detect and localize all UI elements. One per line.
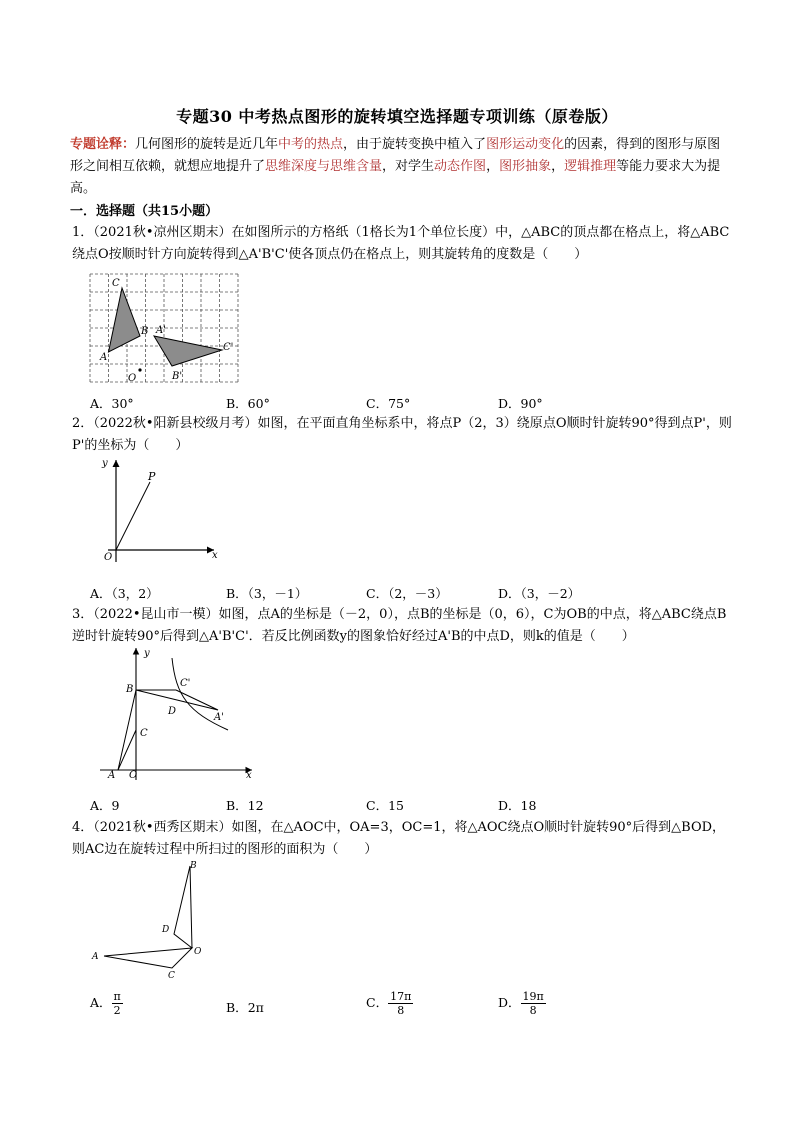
label-a-prime: A' bbox=[214, 712, 224, 723]
question-1-figure bbox=[88, 272, 248, 388]
label-c-prime: C' bbox=[180, 678, 191, 689]
label-c: C bbox=[168, 971, 175, 981]
intro-label: 专题诠释： bbox=[70, 137, 136, 152]
option-b[interactable]: B．12 bbox=[226, 798, 264, 813]
intro-text: ， bbox=[551, 159, 565, 174]
section-heading: 一．选择题（共15小题） bbox=[70, 204, 219, 219]
label-o: O bbox=[104, 552, 113, 563]
fraction bbox=[112, 990, 123, 1017]
label-x: x bbox=[246, 770, 252, 781]
label-c-prime: C' bbox=[223, 342, 234, 353]
intro-text: 等能力要求大为提高。 bbox=[70, 159, 721, 196]
label-a-prime: A' bbox=[156, 325, 166, 336]
option-a[interactable]: A．30° bbox=[90, 396, 134, 411]
option-d[interactable]: D．90° bbox=[498, 396, 543, 411]
question-1-text: 1．（2021秋•凉州区期末）在如图所示的方格纸（1格长为1个单位长度）中，△ABC的顶点都在格点上，将△ABC绕点O按顺时针方向旋转得到△A'B'C'使各顶点仍在格点上，则其旋转角的度数是（ ） bbox=[72, 225, 730, 262]
option-letter: A． bbox=[90, 995, 112, 1010]
option-a[interactable]: A．9 bbox=[90, 798, 120, 813]
triangle-aoc bbox=[104, 948, 192, 968]
triangle-abc bbox=[118, 690, 136, 770]
label-b: B bbox=[126, 684, 134, 695]
option-value: 2π bbox=[247, 1000, 264, 1015]
intro-highlight: 图形运动变化 bbox=[486, 137, 565, 152]
label-b: B bbox=[141, 326, 149, 337]
question-4-text: 4．（2021秋•西秀区期末）如图，在△AOC中，OA=3，OC=1，将△AOC绕点O顺时针旋转90°后得到△BOD，则AC边在旋转过程中所扫过的图形的面积为（ ） bbox=[72, 820, 726, 857]
option-letter: C． bbox=[366, 995, 389, 1010]
option-b[interactable]: B．（3，－1） bbox=[226, 586, 308, 601]
fraction bbox=[388, 990, 413, 1017]
question-3-text: 3．（2022•昆山市一模）如图，点A的坐标是（－2，0），点B的坐标是（0，6），C为OB的中点，将△ABC绕点B逆时针旋转90°后得到△A'B'C'．若反比例函数y的图象恰好经过A'B的中点D，则k的值是（ ） bbox=[72, 607, 727, 644]
question-3-options bbox=[90, 796, 730, 816]
label-o: O bbox=[129, 770, 138, 781]
option-letter: B． bbox=[226, 1000, 248, 1015]
option-d[interactable] bbox=[498, 990, 546, 1017]
option-c[interactable] bbox=[366, 990, 413, 1017]
label-d: D bbox=[162, 925, 170, 935]
question-1-options bbox=[90, 394, 730, 414]
label-p: P bbox=[148, 470, 156, 483]
fraction-denominator: 8 bbox=[397, 1004, 405, 1017]
label-a: A bbox=[100, 352, 108, 363]
fraction-denominator: 2 bbox=[113, 1004, 121, 1017]
point-o bbox=[138, 368, 141, 371]
option-c[interactable]: C．15 bbox=[366, 798, 404, 813]
question-2-options bbox=[90, 584, 730, 604]
option-a[interactable] bbox=[90, 990, 123, 1017]
triangle-abc bbox=[109, 288, 141, 352]
intro-text: ，由于旋转变换中植入了 bbox=[343, 137, 487, 152]
question-3-figure bbox=[96, 644, 266, 784]
fraction-numerator: 19π bbox=[522, 990, 544, 1003]
intro-text: ， bbox=[486, 159, 500, 174]
option-letter: D． bbox=[498, 995, 521, 1010]
label-b-prime: B' bbox=[172, 371, 183, 382]
fraction-denominator: 8 bbox=[529, 1004, 537, 1017]
intro-highlight: 思维深度与思维含量 bbox=[265, 159, 383, 174]
label-y: y bbox=[102, 458, 108, 469]
fraction bbox=[521, 990, 546, 1017]
label-o: O bbox=[194, 947, 202, 957]
option-b[interactable] bbox=[226, 998, 264, 1016]
label-d: D bbox=[168, 706, 177, 717]
label-a: A bbox=[108, 770, 116, 781]
label-c: C bbox=[140, 728, 148, 739]
triangle-rotated bbox=[136, 690, 218, 710]
option-a[interactable]: A．（3，2） bbox=[90, 586, 159, 601]
question-2-figure bbox=[90, 452, 230, 570]
intro-highlight: 动态作图 bbox=[434, 159, 487, 174]
label-a: A bbox=[92, 952, 99, 962]
option-c[interactable]: C．（2，－3） bbox=[366, 586, 448, 601]
option-d[interactable]: D．18 bbox=[498, 798, 537, 813]
question-4-figure bbox=[84, 856, 224, 986]
label-o: O bbox=[128, 373, 137, 384]
intro-text: ，对学生 bbox=[382, 159, 435, 174]
intro-paragraph bbox=[70, 134, 730, 200]
option-d[interactable]: D．（3，－2） bbox=[498, 586, 581, 601]
option-c[interactable]: C．75° bbox=[366, 396, 411, 411]
intro-text: 几何图形的旋转是近几年 bbox=[135, 137, 279, 152]
option-b[interactable]: B．60° bbox=[226, 396, 270, 411]
intro-highlight: 中考的热点 bbox=[278, 137, 344, 152]
label-b: B bbox=[190, 861, 197, 871]
page-title: 专题30 中考热点图形的旋转填空选择题专项训练（原卷版） bbox=[176, 107, 618, 126]
label-c: C bbox=[112, 278, 120, 289]
fraction-numerator: 17π bbox=[390, 990, 412, 1003]
question-2-text: 2．（2022秋•阳新县校级月考）如图，在平面直角坐标系中，将点P（2，3）绕原点O顺时针旋转90°得到点P'，则P'的坐标为（ ） bbox=[72, 416, 732, 453]
intro-highlight: 逻辑推理 bbox=[564, 159, 617, 174]
label-y: y bbox=[144, 648, 150, 659]
label-x: x bbox=[212, 550, 218, 561]
segment-op bbox=[116, 482, 150, 550]
triangle-bod bbox=[174, 866, 192, 948]
fraction-numerator: π bbox=[113, 990, 121, 1003]
intro-text: 的因素，得到的图形与原图形之间相互依赖，就想应地提升了 bbox=[70, 137, 721, 174]
question-4-options bbox=[90, 990, 730, 1024]
intro-highlight: 图形抽象 bbox=[499, 159, 552, 174]
